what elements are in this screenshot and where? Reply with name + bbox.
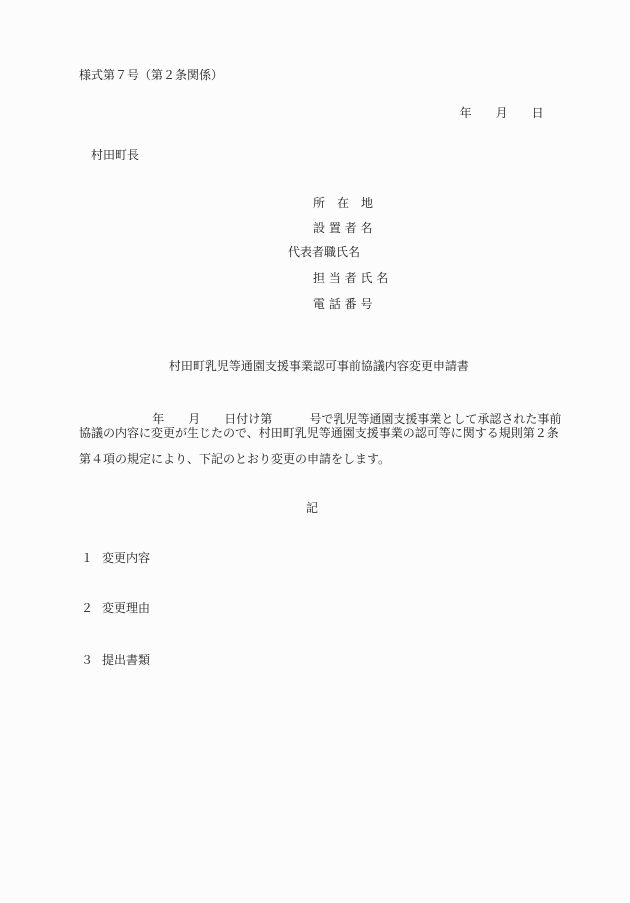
- item-number: ２: [81, 601, 94, 615]
- list-item-change-reason: [81, 602, 150, 614]
- item-number: ３: [81, 653, 94, 667]
- list-item-submitted-documents: [81, 654, 150, 666]
- date-month-label: 月: [495, 106, 508, 120]
- ki-heading: 記: [306, 501, 319, 515]
- applicant-founder-name-label: 設 置 者 名: [313, 221, 373, 235]
- body-line-2: 協議の内容に変更が生じたので、村田町乳児等通園支援事業の認可等に関する規則第２条: [79, 426, 559, 440]
- body-month-label: 月: [188, 412, 201, 426]
- body-line-1-rest: 号で乳児等通園支援事業として承認された事前: [309, 412, 562, 426]
- date-year-label: 年: [459, 106, 472, 120]
- item-number: １: [81, 551, 94, 565]
- body-year-label: 年: [152, 412, 165, 426]
- applicant-phone-label: 電 話 番 号: [313, 297, 373, 311]
- form-number: 様式第７号（第２条関係）: [79, 68, 224, 82]
- item-label: 変更内容: [102, 551, 151, 565]
- date-line: [452, 95, 544, 119]
- document-title: [0, 348, 630, 372]
- body-line-3: 第４項の規定により、下記のとおり変更の申請をします。: [79, 452, 391, 466]
- addressee: 村田町長: [91, 148, 140, 162]
- list-item-change-content: [81, 552, 150, 564]
- applicant-contact-person-label: 担 当 者 氏 名: [313, 271, 389, 285]
- item-label: 提出書類: [102, 653, 151, 667]
- applicant-address-label: 所 在 地: [313, 196, 374, 210]
- document-title-text: 村田町乳児等通園支援事業認可事前協議内容変更申請書: [168, 359, 469, 373]
- item-label: 変更理由: [102, 601, 151, 615]
- body-day-label: 日付け第: [224, 412, 273, 426]
- date-day-label: 日: [531, 106, 544, 120]
- applicant-representative-label: 代表者職氏名: [288, 245, 361, 259]
